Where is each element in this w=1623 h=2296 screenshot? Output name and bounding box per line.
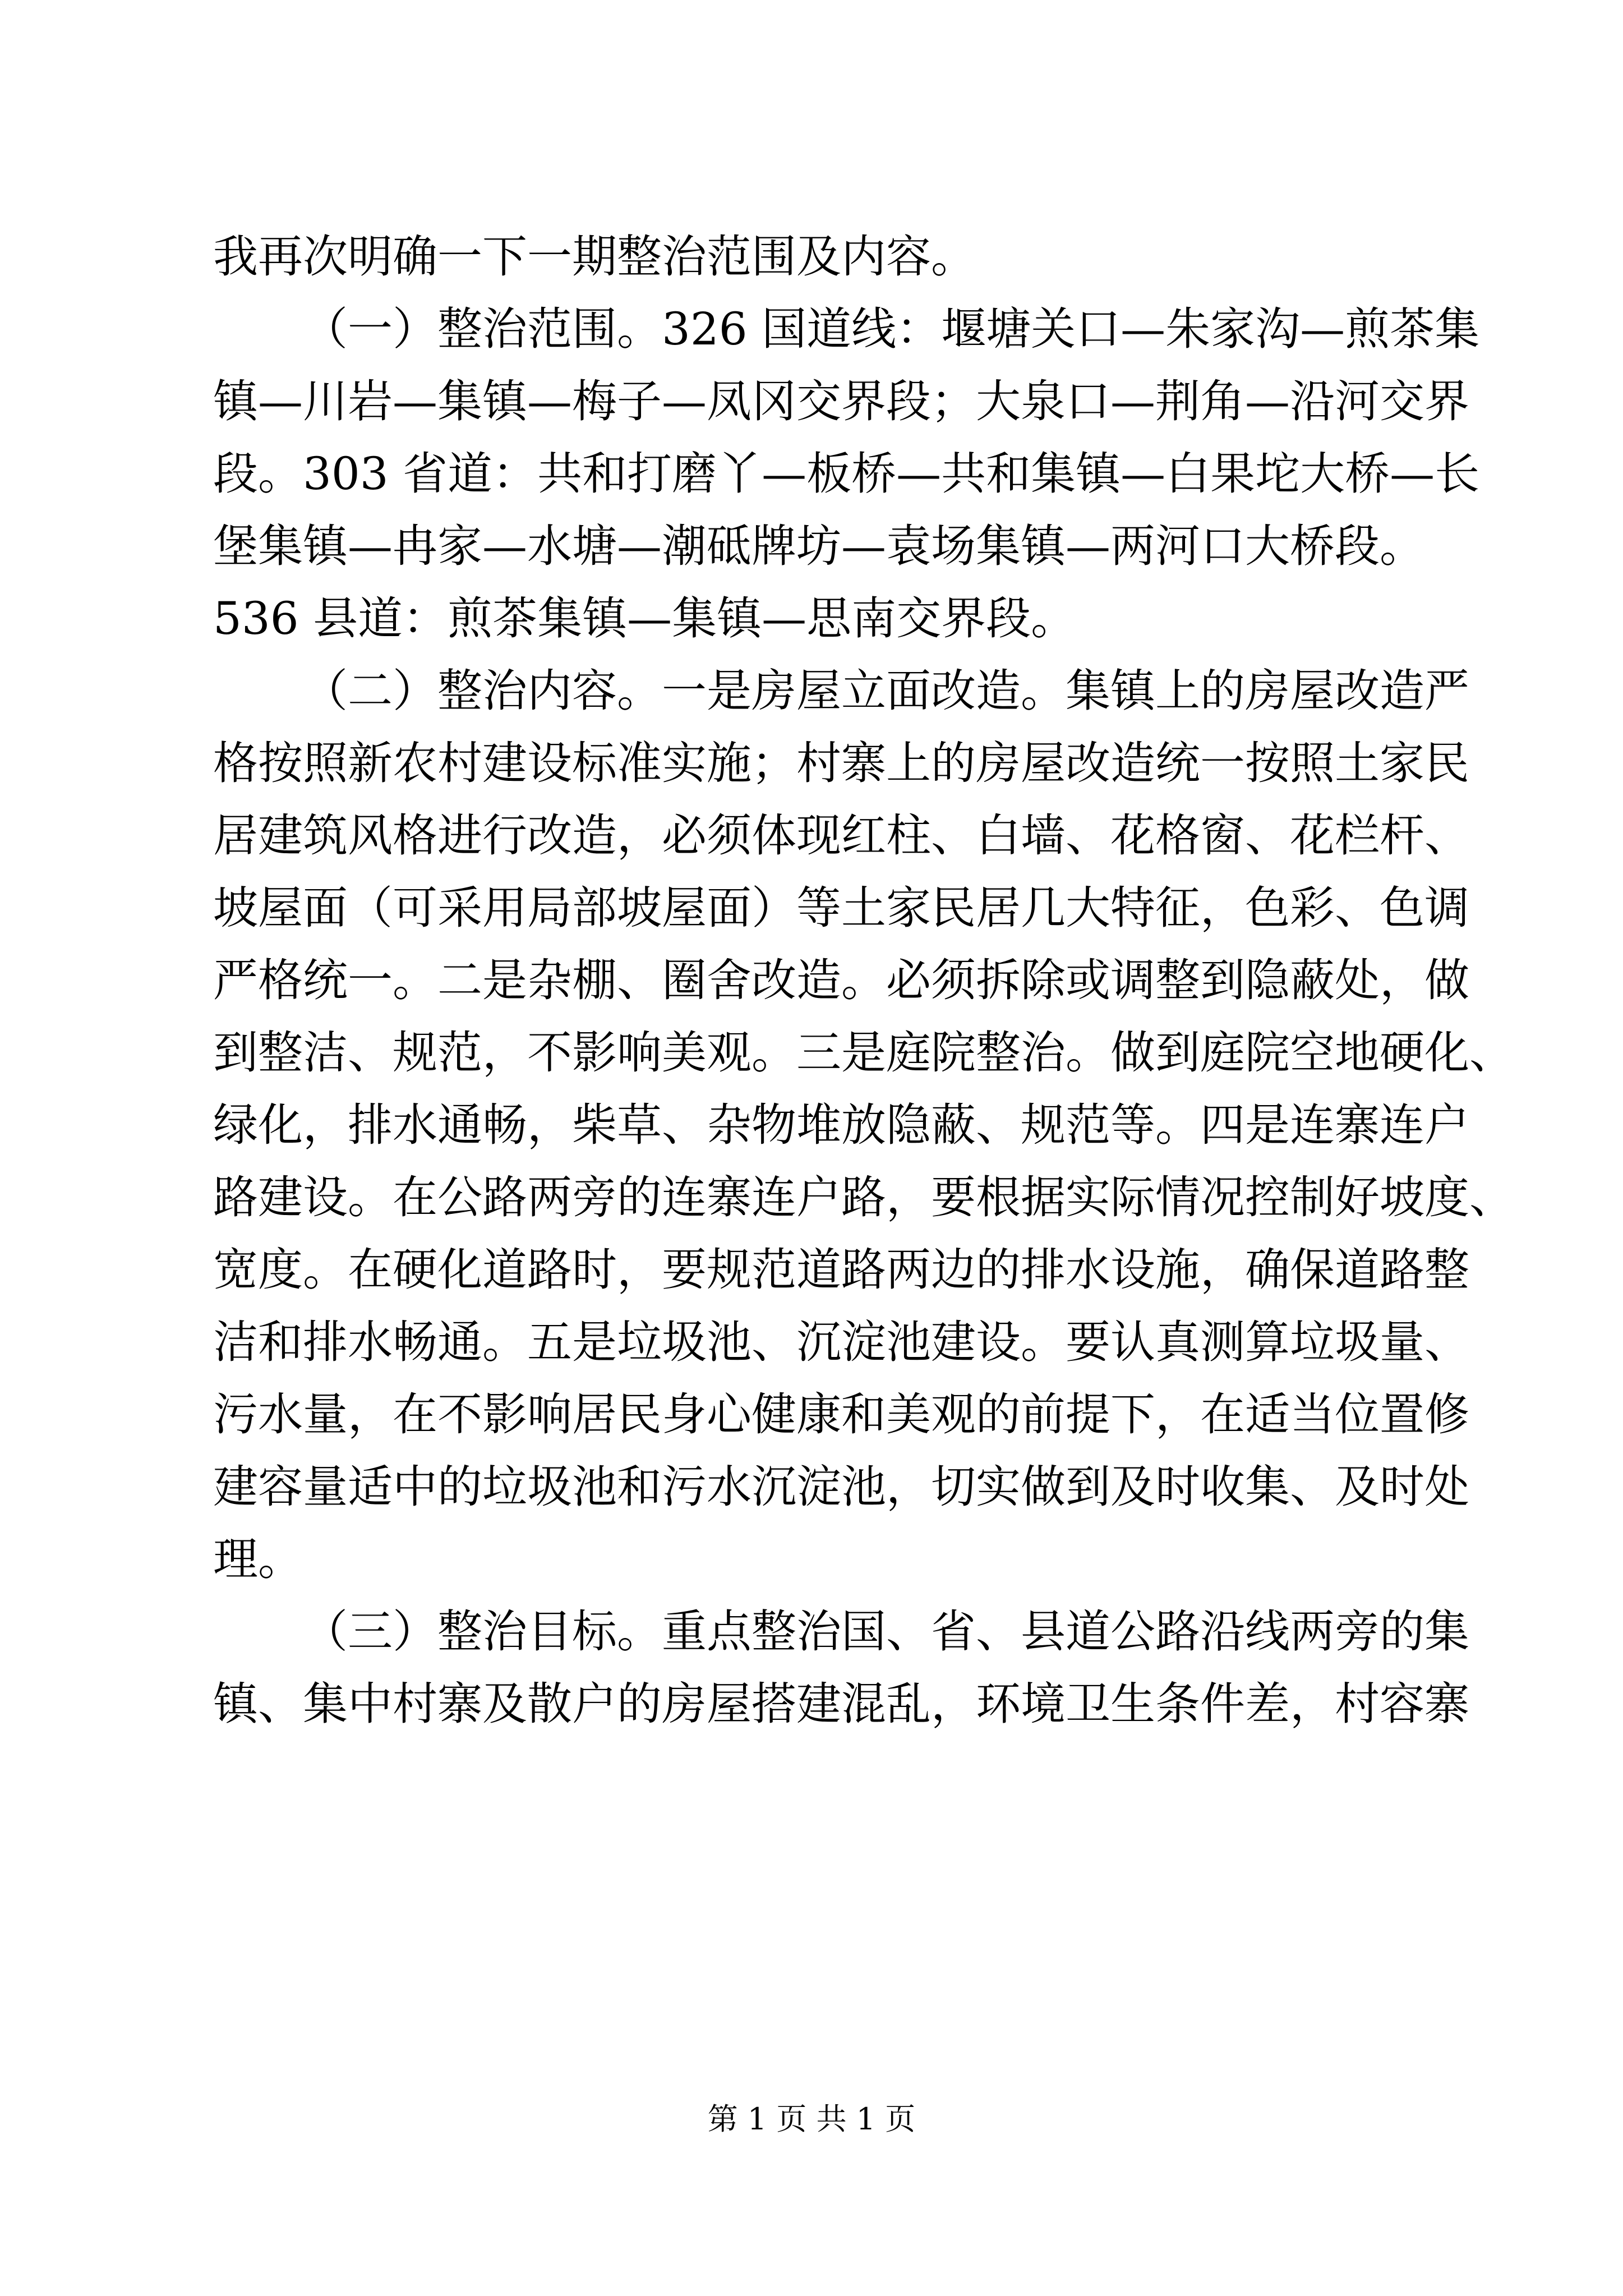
text-line: （三）整治目标。重点整治国、省、县道公路沿线两旁的集 [303,1605,1469,1658]
page-footer: 第 1 页 共 1 页 [707,2101,916,2137]
text-line: （二）整治内容。一是房屋立面改造。集镇上的房屋改造严 [303,665,1469,717]
text-line: 建容量适中的垃圾池和污水沉淀池，切实做到及时收集、及时处 [213,1461,1469,1513]
text-line: 路建设。在公路两旁的连寨连户路，要根据实际情况控制好坡度、 [213,1171,1514,1223]
text-line: 到整洁、规范，不影响美观。三是庭院整治。做到庭院空地硬化、 [213,1027,1514,1079]
text-line: 536 县道：煎茶集镇—集镇—思南交界段。 [213,592,1076,645]
text-line: 格按照新农村建设标准实施；村寨上的房屋改造统一按照土家民 [213,737,1469,789]
text-line: 坡屋面（可采用局部坡屋面）等土家民居几大特征，色彩、色调 [213,882,1469,934]
text-line: 我再次明确一下一期整治范围及内容。 [213,231,976,283]
text-line: 堡集镇—冉家—水塘—潮砥牌坊—袁场集镇—两河口大桥段。 [213,520,1424,572]
text-line: 段。303 省道：共和打磨丫—板桥—共和集镇—白果坨大桥—长 [213,448,1480,500]
text-line: 污水量，在不影响居民身心健康和美观的前提下，在适当位置修 [213,1388,1469,1441]
text-line: 绿化，排水通畅，柴草、杂物堆放隐蔽、规范等。四是连寨连户 [213,1099,1469,1151]
text-line: 宽度。在硬化道路时，要规范道路两边的排水设施，确保道路整 [213,1244,1469,1296]
text-line: 镇—川岩—集镇—梅子—凤冈交界段；大泉口—荆角—沿河交界 [213,375,1469,427]
text-line: 居建筑风格进行改造，必须体现红柱、白墙、花格窗、花栏杆、 [213,809,1469,862]
text-line: 理。 [213,1533,303,1585]
text-line: 洁和排水畅通。五是垃圾池、沉淀池建设。要认真测算垃圾量、 [213,1316,1469,1368]
text-line: 严格统一。二是杂棚、圈舍改造。必须拆除或调整到隐蔽处，做 [213,954,1469,1006]
text-line: （一）整治范围。326 国道线：堰塘关口—朱家沟—煎茶集 [303,303,1480,355]
text-line: 镇、集中村寨及散户的房屋搭建混乱，环境卫生条件差，村容寨 [213,1678,1469,1730]
